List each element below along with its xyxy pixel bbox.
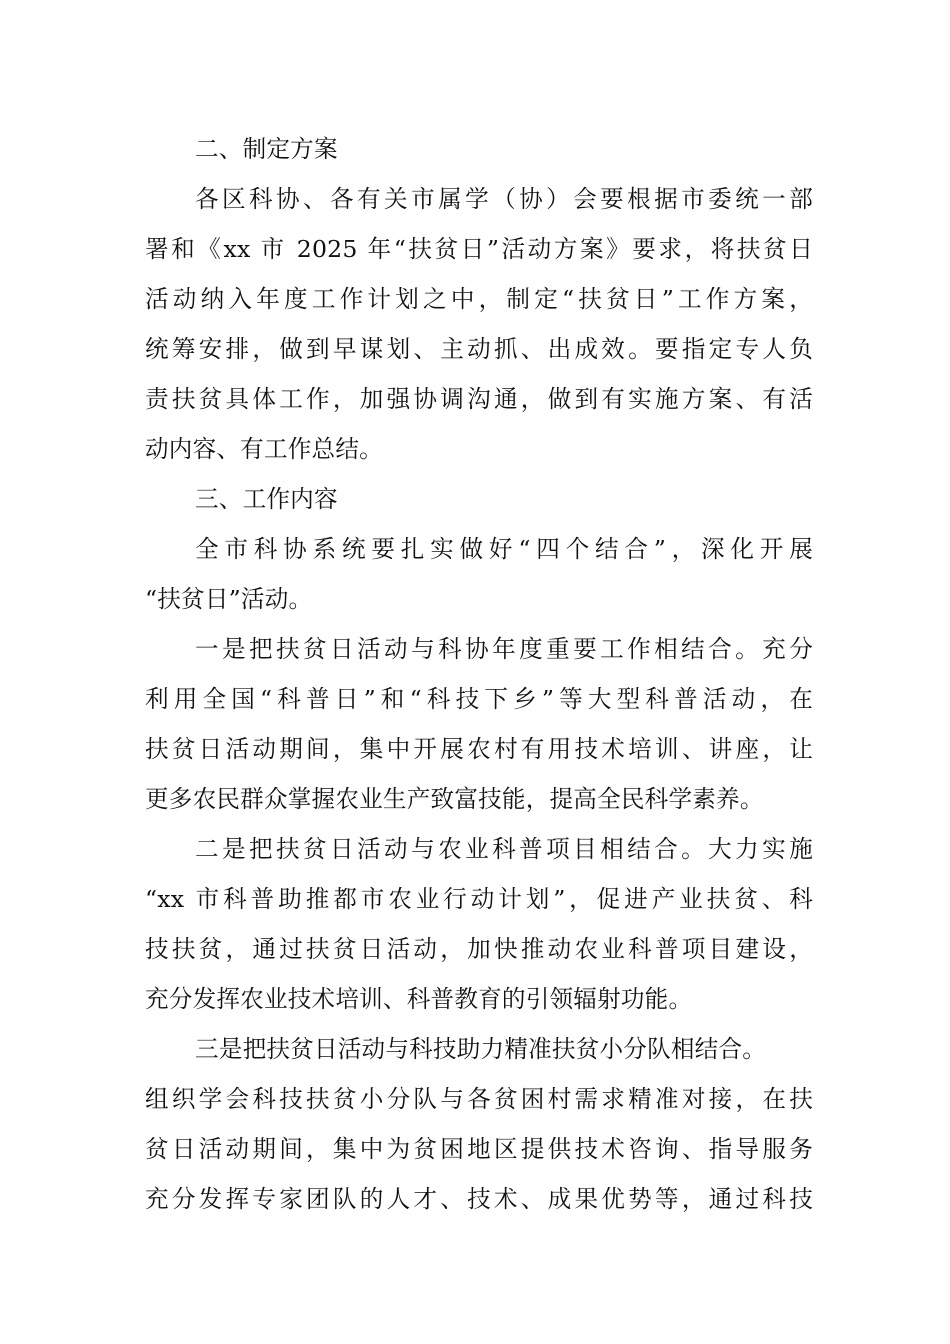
paragraph-line: 组织学会科技扶贫小分队与各贫困村需求精准对接，在扶	[145, 1085, 813, 1113]
paragraph-line: 贫日活动期间，集中为贫困地区提供技术咨询、指导服务	[145, 1135, 813, 1163]
document-body	[145, 124, 813, 1224]
paragraph-line: 活动纳入年度工作计划之中，制定“扶贫日”工作方案，	[145, 285, 813, 313]
paragraph-line: 各区科协、各有关市属学（协）会要根据市委统一部	[195, 185, 813, 213]
paragraph-line: 全市科协系统要扎实做好“四个结合”，深化开展	[195, 535, 813, 563]
paragraph-line: 三是把扶贫日活动与科技助力精准扶贫小分队相结合。	[195, 1035, 767, 1063]
paragraph-line: 利用全国“科普日”和“科技下乡”等大型科普活动，在	[145, 685, 813, 713]
paragraph-line: 二是把扶贫日活动与农业科普项目相结合。大力实施	[195, 835, 813, 863]
paragraph-line: 更多农民群众掌握农业生产致富技能，提高全民科学素养。	[145, 785, 764, 813]
section-heading: 三、工作内容	[195, 485, 338, 513]
paragraph-line: 扶贫日活动期间，集中开展农村有用技术培训、讲座，让	[145, 735, 813, 763]
paragraph-line: 责扶贫具体工作，加强协调沟通，做到有实施方案、有活	[145, 385, 813, 413]
paragraph-line: “xx 市科普助推都市农业行动计划”，促进产业扶贫、科	[145, 885, 813, 913]
paragraph-line: 技扶贫，通过扶贫日活动，加快推动农业科普项目建设，	[145, 935, 813, 963]
paragraph-line: 一是把扶贫日活动与科协年度重要工作相结合。充分	[195, 635, 813, 663]
paragraph-line: 动内容、有工作总结。	[145, 435, 383, 463]
paragraph-line: 署和《xx 市 2025 年“扶贫日”活动方案》要求，将扶贫日	[145, 235, 813, 263]
section-heading: 二、制定方案	[195, 135, 338, 163]
paragraph-line: 充分发挥专家团队的人才、技术、成果优势等，通过科技	[145, 1185, 813, 1213]
paragraph-line: 充分发挥农业技术培训、科普教育的引领辐射功能。	[145, 985, 693, 1013]
paragraph-line: 统筹安排，做到早谋划、主动抓、出成效。要指定专人负	[145, 335, 813, 363]
paragraph-line: “扶贫日”活动。	[145, 585, 313, 613]
